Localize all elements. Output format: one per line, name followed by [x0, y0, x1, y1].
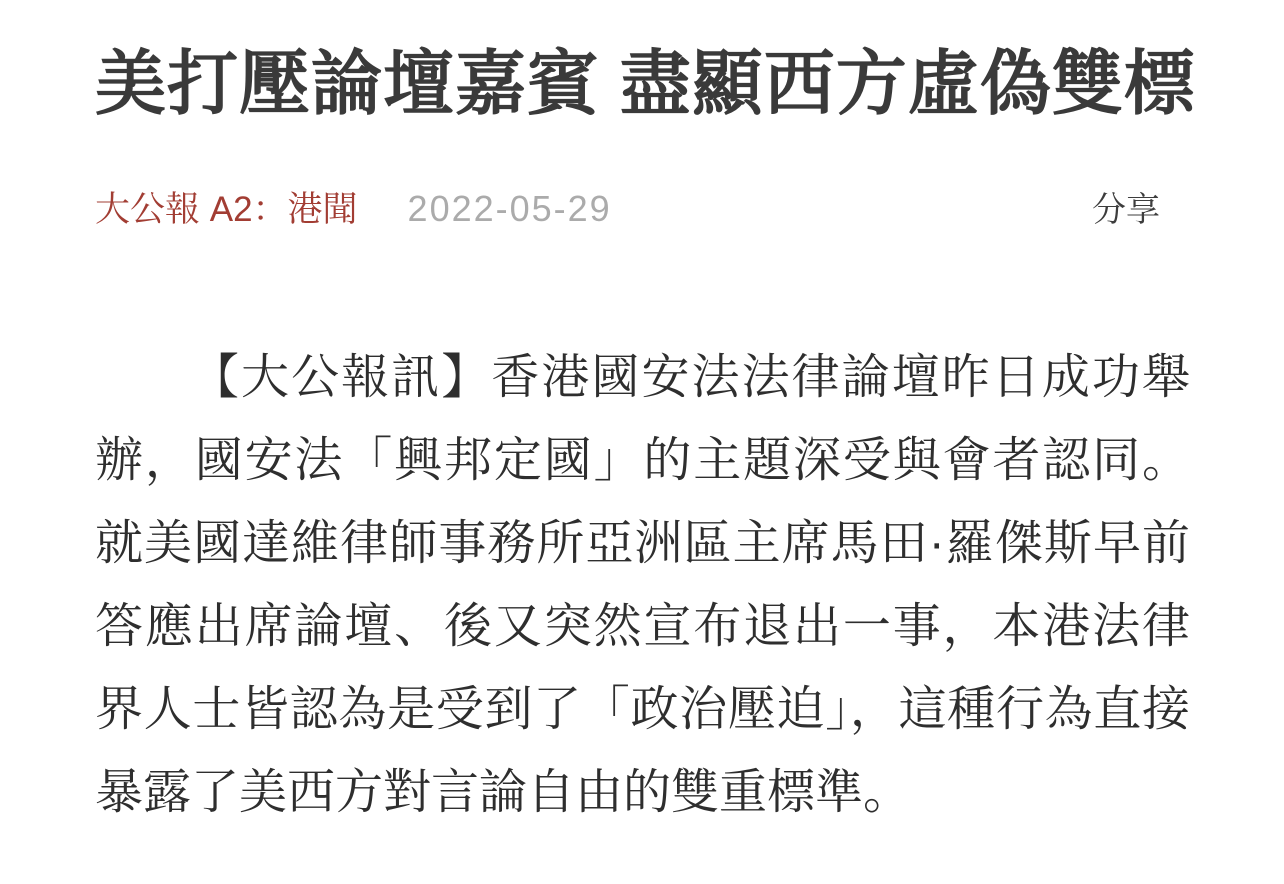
- article-meta-row: [95, 182, 1190, 232]
- article-body-paragraph: 【大公報訊】香港國安法法律論壇昨日成功舉辦，國安法「興邦定國」的主題深受與會者認同。就美國達維律師事務所亞洲區主席馬田·羅傑斯早前答應出席論壇、後又突然宣布退出一事，本港法律界人士皆認為是受到了「政治壓迫」，這種行為直接暴露了美西方對言論自由的雙重標準。: [95, 350, 1190, 819]
- publish-date: 2022-05-29: [407, 187, 612, 229]
- share-button[interactable]: 分享: [1092, 190, 1160, 229]
- article-title: 美打壓論壇嘉賓 盡顯西方虛偽雙標: [95, 45, 1196, 124]
- source-section-link[interactable]: 大公報 A2：港聞: [95, 189, 358, 229]
- article-body: [95, 336, 1190, 834]
